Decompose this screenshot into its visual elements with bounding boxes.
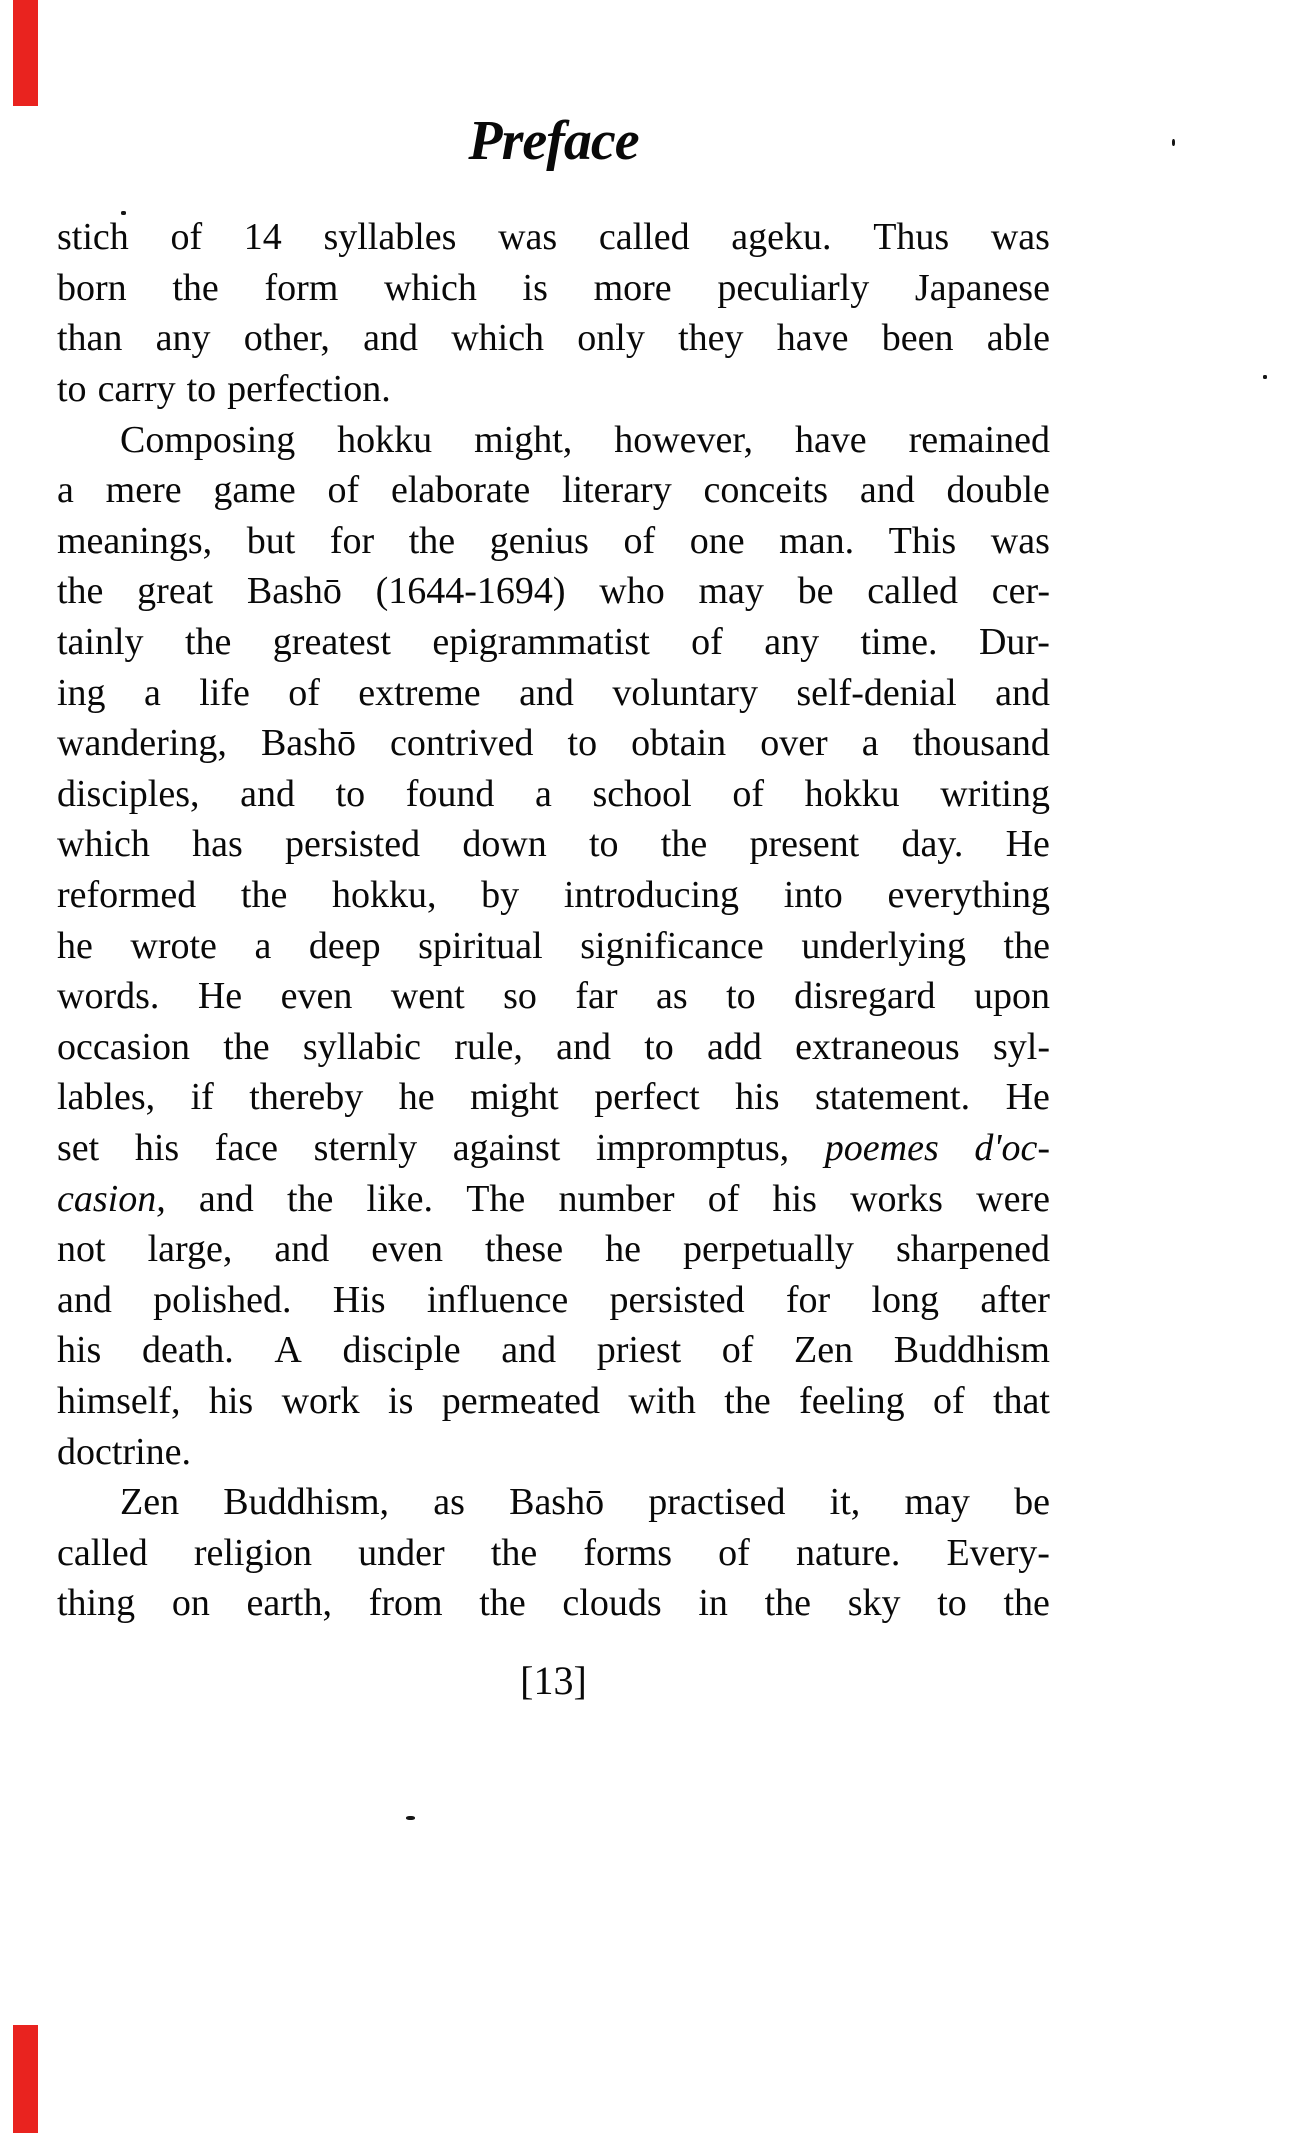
word: even: [371, 1228, 443, 1271]
word: The: [466, 1177, 526, 1220]
word: syllabic: [302, 1025, 422, 1068]
text-line: [57, 313, 1050, 364]
word: deep: [308, 924, 381, 967]
word: number: [558, 1177, 675, 1220]
word: of: [623, 519, 656, 562]
word: which: [57, 823, 150, 866]
text-line: [57, 971, 1050, 1022]
word: the: [172, 266, 219, 309]
word: and: [556, 1025, 611, 1068]
word: have: [794, 418, 867, 461]
word: may: [698, 570, 764, 613]
word: voluntary: [612, 671, 758, 714]
word: been: [881, 317, 954, 360]
page-number: [13]: [520, 1658, 587, 1703]
word: his: [57, 1329, 102, 1372]
word: any: [155, 317, 211, 360]
word: may: [904, 1481, 970, 1524]
word: words.: [57, 975, 160, 1018]
word: to: [644, 1025, 674, 1068]
word: a: [143, 671, 161, 714]
word: it,: [829, 1481, 861, 1524]
word: the: [57, 570, 104, 613]
word: large,: [147, 1228, 233, 1271]
scan-speck: [121, 211, 126, 215]
word: on: [171, 1582, 210, 1625]
word: wrote: [130, 924, 217, 967]
word: Zen: [794, 1329, 854, 1372]
word: but: [246, 519, 296, 562]
word: they: [678, 317, 744, 360]
scan-speck: [406, 1816, 415, 1820]
word: to: [57, 368, 87, 411]
word: to: [937, 1582, 967, 1625]
word: mere: [105, 469, 182, 512]
word: his: [735, 1076, 780, 1119]
text-line: [57, 920, 1050, 971]
word: wandering,: [57, 722, 227, 765]
word: elaborate: [390, 469, 531, 512]
text-line: [57, 1527, 1050, 1578]
word: permeated: [441, 1379, 600, 1422]
word: for: [329, 519, 375, 562]
text-line: [57, 1224, 1050, 1275]
word: life: [199, 671, 250, 714]
word: priest: [596, 1329, 682, 1372]
word: peculiarly: [717, 266, 870, 309]
word: his: [208, 1379, 254, 1422]
word: game: [213, 469, 296, 512]
word: like.: [366, 1177, 434, 1220]
word: if: [190, 1076, 214, 1119]
word: literary: [562, 469, 672, 512]
word: Composing: [120, 418, 296, 461]
word: time.: [860, 621, 938, 664]
word: born: [57, 266, 127, 309]
word: of: [327, 469, 360, 512]
word: face: [214, 1126, 279, 1169]
word: hokku: [804, 772, 900, 815]
word: practised: [648, 1481, 786, 1524]
word: for: [785, 1278, 831, 1321]
word: sharpened: [895, 1228, 1050, 1271]
text-line: [57, 1578, 1050, 1629]
word: of: [932, 1379, 965, 1422]
word: other,: [243, 317, 330, 360]
word: his: [772, 1177, 817, 1220]
word: thousand: [912, 722, 1050, 765]
word: into: [783, 874, 843, 917]
word: than: [57, 317, 123, 360]
text-line: [57, 1376, 1050, 1427]
word: underlying: [801, 924, 966, 967]
word: ing: [57, 671, 106, 714]
word: and: [363, 317, 418, 360]
word: as: [433, 1481, 465, 1524]
word: self-denial: [796, 671, 957, 714]
word: as: [656, 975, 688, 1018]
word: the: [479, 1582, 526, 1625]
word: able: [986, 317, 1050, 360]
word: Bashō: [509, 1481, 605, 1524]
word: doctrine.: [57, 1430, 192, 1473]
word: death.: [141, 1329, 234, 1372]
word: called: [57, 1531, 148, 1574]
word: work: [281, 1379, 360, 1422]
scan-edge-mark-bottom: [13, 2025, 38, 2133]
word: ageku.: [731, 216, 832, 259]
word: and: [859, 469, 915, 512]
word: syllables: [323, 216, 457, 259]
text-line: [57, 1022, 1050, 1073]
word: He: [197, 975, 243, 1018]
text-line: [57, 718, 1050, 769]
word: the: [286, 1177, 334, 1220]
word: down: [462, 823, 547, 866]
word: the: [724, 1379, 771, 1422]
word: school: [592, 772, 692, 815]
word: impromptus,: [595, 1126, 790, 1169]
word: occasion: [57, 1025, 190, 1068]
word: have: [776, 317, 849, 360]
word: the: [660, 823, 708, 866]
word: be: [1014, 1481, 1050, 1524]
word: called: [867, 570, 958, 613]
word: man.: [779, 519, 855, 562]
word: to: [589, 823, 619, 866]
word: rule,: [454, 1025, 523, 1068]
word: upon: [973, 975, 1050, 1018]
text-line: [57, 263, 1050, 314]
word: of: [732, 772, 764, 815]
word: lables,: [57, 1076, 156, 1119]
word: these: [485, 1228, 564, 1271]
word: more: [593, 266, 672, 309]
word: the: [1003, 924, 1050, 967]
word: day.: [901, 823, 964, 866]
body-text: [57, 212, 1050, 1629]
word: cer-: [991, 570, 1050, 613]
word: genius: [489, 519, 589, 562]
text-line: [57, 617, 1050, 668]
text-line: [57, 1072, 1050, 1123]
word: carry: [97, 368, 176, 411]
word: a: [254, 924, 272, 967]
word: tainly: [57, 621, 144, 664]
word: set: [57, 1126, 100, 1169]
word: conceits: [703, 469, 829, 512]
word: introducing: [563, 874, 740, 917]
word: nature.: [795, 1531, 901, 1574]
word: influence: [426, 1278, 569, 1321]
word: the: [223, 1025, 270, 1068]
word: a: [57, 469, 74, 512]
word: casion,: [57, 1177, 166, 1220]
word: the: [764, 1582, 812, 1625]
scan-speck: [1172, 139, 1175, 146]
word: went: [390, 975, 465, 1018]
word: might,: [474, 418, 573, 461]
word: and: [274, 1228, 330, 1271]
word: only: [577, 317, 645, 360]
word: and: [519, 671, 574, 714]
word: and: [57, 1278, 112, 1321]
word: (1644-1694): [375, 570, 566, 613]
word: Japanese: [914, 266, 1050, 309]
word: and: [240, 772, 295, 815]
word: found: [405, 772, 495, 815]
word: any: [764, 621, 820, 664]
word: Buddhism,: [223, 1481, 390, 1524]
word: a: [535, 772, 552, 815]
scan-edge-mark-top: [13, 0, 38, 106]
text-line: [57, 1477, 1050, 1528]
text-line: [57, 769, 1050, 820]
word: Every-: [946, 1531, 1050, 1574]
word: spiritual: [418, 924, 543, 967]
word: poemes: [824, 1126, 939, 1169]
word: the: [1003, 1582, 1050, 1625]
word: against: [452, 1126, 561, 1169]
text-line: [57, 870, 1050, 921]
text-line: [57, 212, 1050, 263]
word: of: [691, 621, 723, 664]
word: was: [990, 519, 1050, 562]
word: has: [192, 823, 243, 866]
word: significance: [580, 924, 764, 967]
word: reformed: [57, 874, 197, 917]
word: everything: [887, 874, 1050, 917]
word: was: [990, 216, 1050, 259]
word: of: [170, 216, 203, 259]
word: perpetually: [682, 1228, 854, 1271]
word: Dur-: [978, 621, 1050, 664]
word: present: [749, 823, 860, 866]
word: and: [995, 671, 1050, 714]
word: so: [503, 975, 537, 1018]
word: extraneous: [795, 1025, 960, 1068]
word: in: [698, 1582, 728, 1625]
word: disciple: [342, 1329, 461, 1372]
word: might: [470, 1076, 559, 1119]
word: he: [398, 1076, 435, 1119]
word: under: [358, 1531, 445, 1574]
word: perfection.: [227, 368, 391, 411]
word: contrived: [389, 722, 534, 765]
word: Bashō: [260, 722, 356, 765]
word: Zen: [120, 1481, 180, 1524]
word: d'oc-: [974, 1126, 1050, 1169]
word: far: [575, 975, 618, 1018]
word: that: [992, 1379, 1050, 1422]
word: syl-: [992, 1025, 1050, 1068]
word: This: [888, 519, 957, 562]
word: a: [861, 722, 879, 765]
word: the: [490, 1531, 538, 1574]
word: were: [976, 1177, 1050, 1220]
text-line: [57, 414, 1050, 465]
word: called: [598, 216, 690, 259]
word: add: [707, 1025, 762, 1068]
word: to: [567, 722, 598, 765]
word: sky: [847, 1582, 901, 1625]
word: however,: [614, 418, 754, 461]
text-line: [57, 1123, 1050, 1174]
word: hokku,: [332, 874, 437, 917]
word: meanings,: [57, 519, 213, 562]
word: the: [240, 874, 288, 917]
word: forms: [583, 1531, 673, 1574]
word: is: [388, 1379, 414, 1422]
word: form: [264, 266, 339, 309]
word: religion: [193, 1531, 313, 1574]
word: polished.: [153, 1278, 292, 1321]
word: the: [184, 621, 232, 664]
word: great: [137, 570, 214, 613]
word: of: [288, 671, 320, 714]
word: not: [57, 1228, 106, 1271]
text-line: [57, 516, 1050, 567]
word: Buddhism: [893, 1329, 1050, 1372]
word: remained: [908, 418, 1050, 461]
word: be: [797, 570, 834, 613]
word: of: [718, 1531, 750, 1574]
word: His: [332, 1278, 386, 1321]
text-line: [57, 1274, 1050, 1325]
word: sternly: [313, 1126, 418, 1169]
word: is: [522, 266, 548, 309]
word: himself,: [57, 1379, 181, 1422]
word: he: [605, 1228, 641, 1271]
word: thing: [57, 1582, 136, 1625]
word: to: [726, 975, 756, 1018]
text-line: [57, 819, 1050, 870]
word: persisted: [285, 823, 421, 866]
word: after: [980, 1278, 1050, 1321]
word: was: [498, 216, 558, 259]
word: hokku: [337, 418, 433, 461]
word: Thus: [873, 216, 950, 259]
word: obtain: [631, 722, 727, 765]
word: his: [134, 1126, 180, 1169]
word: works: [850, 1177, 943, 1220]
word: He: [1005, 1076, 1050, 1119]
word: who: [599, 570, 665, 613]
word: long: [871, 1278, 940, 1321]
word: the: [408, 519, 456, 562]
word: disregard: [794, 975, 936, 1018]
word: to: [186, 368, 217, 411]
word: even: [280, 975, 353, 1018]
word: and: [198, 1177, 254, 1220]
text-line: [57, 566, 1050, 617]
text-line: [57, 465, 1050, 516]
word: which: [383, 266, 477, 309]
word: of: [721, 1329, 754, 1372]
word: extreme: [358, 671, 481, 714]
word: and: [501, 1329, 557, 1372]
word: stich: [57, 216, 129, 259]
word: A: [274, 1329, 302, 1372]
word: which: [451, 317, 545, 360]
scan-speck: [1263, 375, 1267, 379]
text-line: [57, 1325, 1050, 1376]
word: to: [335, 772, 366, 815]
word: epigrammatist: [432, 621, 650, 664]
word: by: [481, 874, 520, 917]
word: earth,: [246, 1582, 332, 1625]
word: double: [946, 469, 1050, 512]
word: thereby: [249, 1076, 364, 1119]
word: 14: [243, 216, 282, 259]
text-line: [57, 1173, 1050, 1224]
word: disciples,: [57, 772, 200, 815]
word: of: [707, 1177, 740, 1220]
word: writing: [940, 772, 1050, 815]
word: from: [368, 1582, 443, 1625]
word: Bashō: [246, 570, 342, 613]
page-title: Preface: [468, 110, 639, 172]
word: with: [628, 1379, 696, 1422]
word: perfect: [594, 1076, 700, 1119]
text-line: [57, 667, 1050, 718]
word: persisted: [609, 1278, 745, 1321]
word: he: [57, 924, 93, 967]
text-line: [57, 364, 1050, 415]
word: feeling: [799, 1379, 905, 1422]
word: one: [689, 519, 745, 562]
word: greatest: [272, 621, 391, 664]
word: He: [1005, 823, 1050, 866]
text-line: [57, 1426, 1050, 1477]
word: over: [760, 722, 828, 765]
word: clouds: [562, 1582, 662, 1625]
word: statement.: [814, 1076, 971, 1119]
